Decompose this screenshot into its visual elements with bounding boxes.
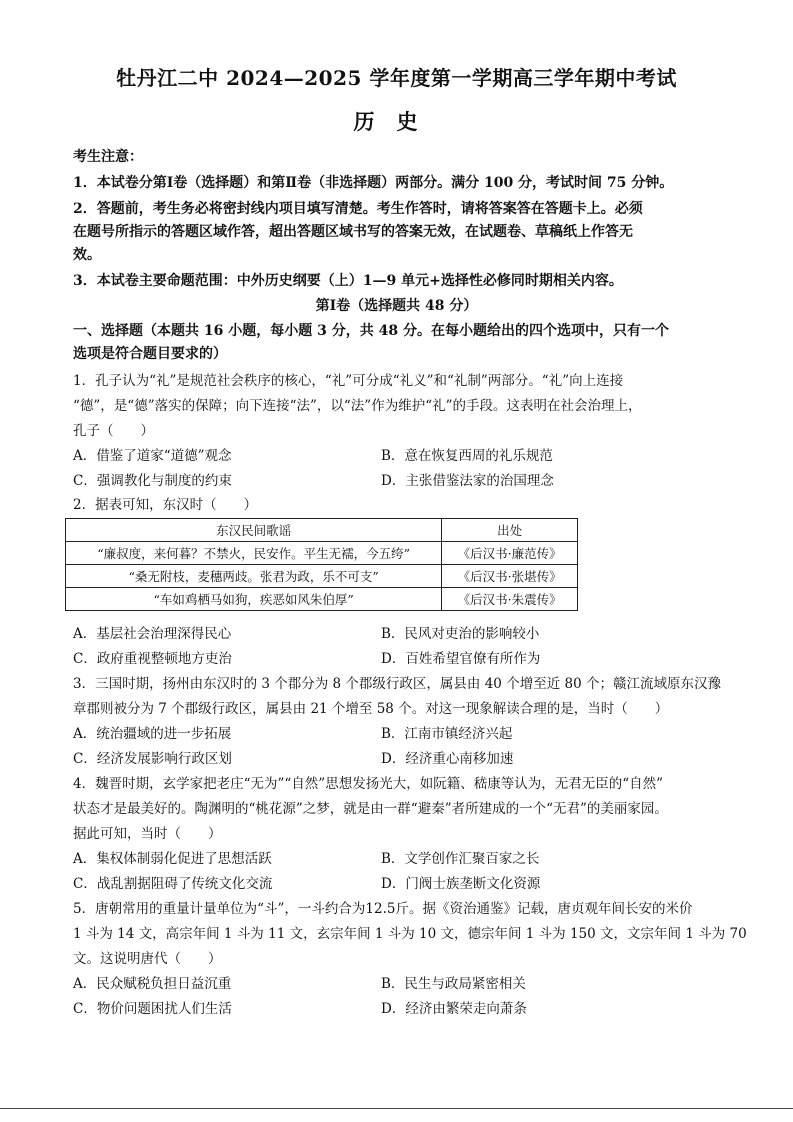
option-d[interactable]: D．主张借鉴法家的治国理念 — [381, 473, 554, 489]
notice-line: 在题号所指示的答题区域作答，超出答题区域书写的答案无效，在试题卷、草稿纸上作答无 — [73, 224, 633, 240]
option-b[interactable]: B．民生与政局紧密相关 — [381, 976, 526, 992]
source-table — [65, 518, 578, 611]
table-row — [66, 542, 578, 565]
table-row — [66, 588, 578, 611]
option-c[interactable]: C．经济发展影响行政区划 — [73, 751, 232, 767]
table-cell: “廉叔度，来何暮？不禁火，民安作。平生无襦，今五绔” — [66, 542, 442, 565]
table-cell: 《后汉书·张堪传》 — [442, 565, 578, 588]
question-stem: 据此可知，当时（ ） — [73, 826, 222, 842]
question-stem: 3．三国时期，扬州由东汉时的 3 个郡分为 8 个郡级行政区，属县由 40 个增至近 80 个；赣江流域原东汉豫 — [73, 676, 721, 692]
question-stem: 2．据表可知，东汉时（ ） — [73, 497, 258, 513]
notice-heading: 考生注意： — [73, 149, 143, 165]
option-d[interactable]: D．百姓希望官僚有所作为 — [381, 651, 541, 667]
option-d[interactable]: D．经济重心南移加速 — [381, 751, 514, 767]
option-b[interactable]: B．意在恢复西周的礼乐规范 — [381, 448, 553, 464]
notice-line: 1．本试卷分第Ⅰ卷（选择题）和第Ⅱ卷（非选择题）两部分。满分 100 分，考试时间 75 分钟。 — [73, 175, 674, 191]
option-c[interactable]: C．强调教化与制度的约束 — [73, 473, 232, 489]
section-instruction: 一、选择题（本题共 16 小题，每小题 3 分，共 48 分。在每小题给出的四个选项中，只有一个 — [73, 323, 669, 339]
subject-title: 历史 — [353, 109, 440, 134]
option-c[interactable]: C．政府重视整顿地方吏治 — [73, 651, 232, 667]
table-header-cell: 出处 — [442, 519, 578, 542]
question-stem: 1 斗为 14 文，高宗年间 1 斗为 11 文，玄宗年间 1 斗为 10 文，德宗年间 1 斗为 150 文，文宗年间 1 斗为 70 — [73, 926, 747, 942]
option-a[interactable]: A．民众赋税负担日益沉重 — [73, 976, 232, 992]
table-cell: 《后汉书·朱震传》 — [442, 588, 578, 611]
question-stem: 状态才是最美好的。陶渊明的“桃花源”之梦，就是由一群“避秦”者所建成的一个“无君”的美丽家园。 — [73, 801, 668, 817]
table-header-row — [66, 519, 578, 542]
option-c[interactable]: C．物价问题困扰人们生活 — [73, 1001, 232, 1017]
table-cell: “车如鸡栖马如狗，疾恶如风朱伯厚” — [66, 588, 442, 611]
question-stem: 4．魏晋时期，玄学家把老庄“无为”“自然”思想发扬光大，如阮籍、嵇康等认为，无君无臣的“自然” — [73, 776, 663, 792]
option-c[interactable]: C．战乱割据阻碍了传统文化交流 — [73, 876, 273, 892]
question-stem: 文。这说明唐代（ ） — [73, 951, 222, 967]
notice-line: 效。 — [73, 247, 101, 263]
option-a[interactable]: A．统治疆域的进一步拓展 — [73, 726, 232, 742]
table-row — [66, 565, 578, 588]
exam-title: 牡丹江二中 2024—2025 学年度第一学期高三学年期中考试 — [116, 66, 677, 90]
option-d[interactable]: D．门阀士族垄断文化资源 — [381, 876, 541, 892]
question-stem: 1．孔子认为“礼”是规范社会秩序的核心，“礼”可分成“礼义”和“礼制”两部分。“礼”向上连接 — [73, 373, 624, 389]
question-stem: “德”，是“德”落实的保障；向下连接“法”，以“法”作为维护“礼”的手段。这表明在社会治理上， — [73, 398, 642, 414]
option-a[interactable]: A．借鉴了道家“道德”观念 — [73, 448, 232, 464]
question-stem: 章郡则被分为 7 个郡级行政区，属县由 21 个增至 58 个。对这一现象解读合理的是，当时（ ） — [73, 701, 669, 717]
notice-line: 2．答题前，考生务必将密封线内项目填写清楚。考生作答时，请将答案答在答题卡上。必须 — [73, 201, 643, 217]
section-instruction: 选项是符合题目要求的） — [73, 346, 227, 362]
option-b[interactable]: B．民风对吏治的影响较小 — [381, 626, 540, 642]
option-d[interactable]: D．经济由繁荣走向萧条 — [381, 1001, 527, 1017]
option-b[interactable]: B．文学创作汇聚百家之长 — [381, 851, 540, 867]
option-a[interactable]: A．集权体制弱化促进了思想活跃 — [73, 851, 272, 867]
option-a[interactable]: A．基层社会治理深得民心 — [73, 626, 232, 642]
option-b[interactable]: B．江南市镇经济兴起 — [381, 726, 513, 742]
table-cell: 《后汉书·廉范传》 — [442, 542, 578, 565]
table-header-cell: 东汉民间歌谣 — [66, 519, 442, 542]
notice-line: 3．本试卷主要命题范围：中外历史纲要（上）1—9 单元+选择性必修同时期相关内容。 — [73, 273, 623, 289]
section-title: 第Ⅰ卷（选择题共 48 分） — [315, 298, 478, 314]
footer-divider — [0, 1108, 793, 1109]
table-cell: “桑无附枝，麦穗两歧。张君为政，乐不可支” — [66, 565, 442, 588]
question-stem: 5．唐朝常用的重量计量单位为“斗”，一斗约合为12.5斤。据《资治通鉴》记载，唐贞观年间长安的米价 — [73, 901, 693, 917]
question-stem: 孔子（ ） — [73, 423, 154, 439]
